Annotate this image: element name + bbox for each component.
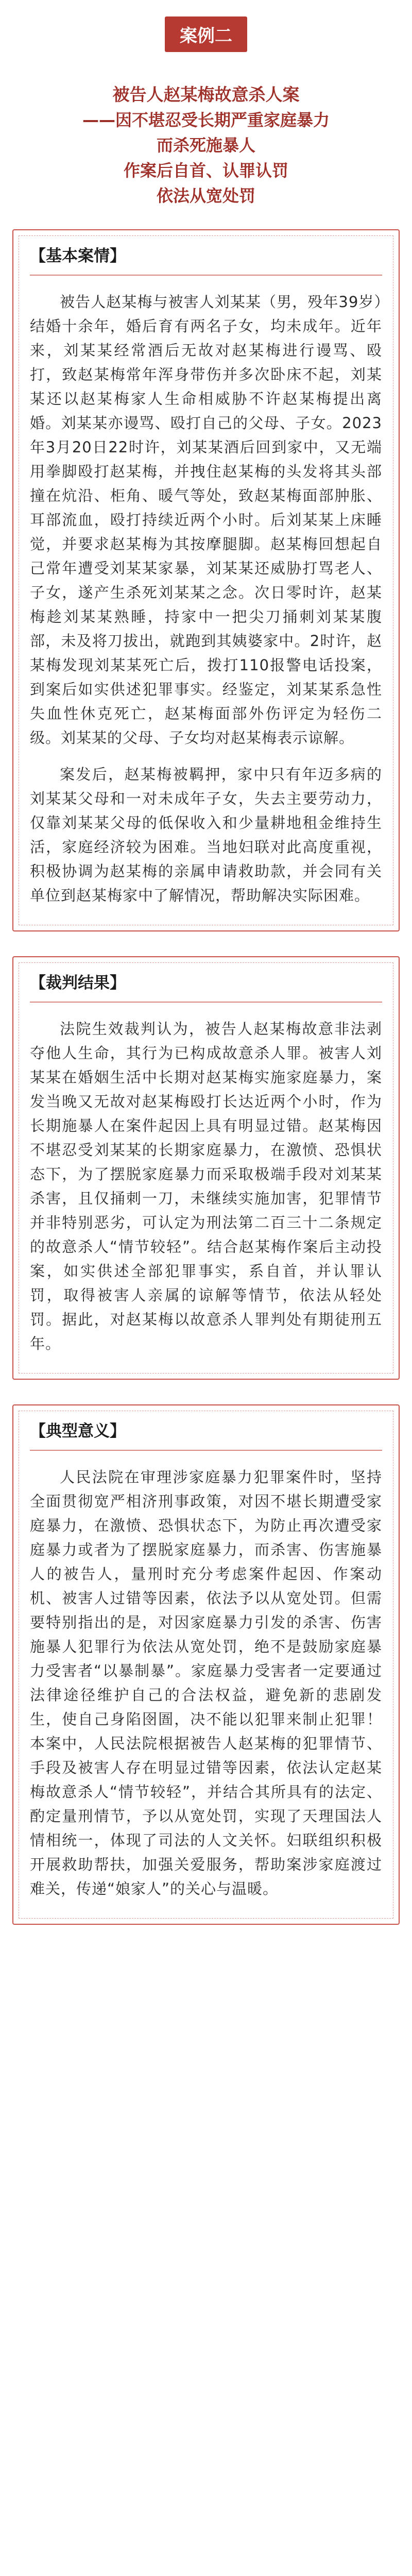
basic-facts-panel (12, 229, 400, 931)
significance-panel (12, 1404, 400, 1925)
section-paragraph: 案发后，赵某梅被羁押，家中只有年迈多病的刘某某父母和一对未成年子女，失去主要劳动力，仅靠刘某某父母的低保收入和少量耕地租金维持生活，家庭经济较为困难。当地妇联对此高度重视，积极协调为赵某梅的亲属申请救助款，并会同有关单位到赵某梅家中了解情况，帮助解决实际困难。 (30, 766, 382, 904)
section-heading: 【基本案情】 (30, 245, 382, 276)
case-subtitle-line: 作案后自首、认罪认罚 (123, 161, 288, 180)
section-paragraph: 法院生效裁判认为，被告人赵某梅故意非法剥夺他人生命，其行为已构成故意杀人罪。被害人刘某某在婚姻生活中长期对赵某梅实施家庭暴力，案发当晚又无故对赵某梅殴打长达近两个小时，作为长期施暴人在案件起因上具有明显过错。赵某梅因不堪忍受刘某某的长期家庭暴力，在激愤、恐惧状态下，为了摆脱家庭暴力而采取极端手段对刘某某杀害，且仅捅刺一刀，未继续实施加害，犯罪情节并非特别恶劣，可认定为刑法第二百三十二条规定的故意杀人“情节较轻”。结合赵某梅作案后主动投案，如实供述全部犯罪事实，系自首，并认罪认罚，取得被害人亲属的谅解等情节，依法从轻处罚。据此，对赵某梅以故意杀人罪判处有期徒刑五年。 (30, 1020, 382, 1352)
case-title-block (0, 82, 412, 209)
case-subtitle-line: 依法从宽处罚 (156, 186, 255, 206)
section-paragraph: 被告人赵某梅与被害人刘某某（男，殁年39岁）结婚十余年，婚后育有两名子女，均未成年。近年来，刘某某经常酒后无故对赵某梅进行谩骂、殴打，致赵某梅常年浑身带伤并多次卧床不起，刘某某还以赵某梅家人生命相威胁不许赵某梅提出离婚。刘某某亦谩骂、殴打自己的父母、子女。2023年3月20日22时许，刘某某酒后回到家中，又无端用拳脚殴打赵某梅，并拽住赵某梅的头发将其头部撞在炕沿、柜角、暖气等处，致赵某梅面部肿胀、耳部流血，殴打持续近两个小时。后刘某某上床睡觉，并要求赵某梅为其按摩腿脚。赵某梅回想起自己常年遭受刘某某家暴，刘某某还威胁打骂老人、子女，遂产生杀死刘某某之念。次日零时许，赵某梅趁刘某某熟睡，持家中一把尖刀捅刺刘某某腹部，未及将刀拔出，就跑到其姨婆家中。2时许，赵某梅发现刘某某死亡后，拨打110报警电话投案，到案后如实供述犯罪事实。经鉴定，刘某某系急性失血性休克死亡，赵某梅面部外伤评定为轻伤二级。刘某某的父母、子女均对赵某梅表示谅解。 (30, 293, 382, 747)
judgment-panel (12, 956, 400, 1380)
case-subtitle-line: ——因不堪忍受长期严重家庭暴力 (82, 110, 330, 130)
case-label-tag: 案例二 (165, 16, 247, 52)
section-heading: 【裁判结果】 (30, 972, 382, 1003)
section-paragraph: 人民法院在审理涉家庭暴力犯罪案件时，坚持全面贯彻宽严相济刑事政策，对因不堪长期遭受家庭暴力，在激愤、恐惧状态下，为防止再次遭受家庭暴力或者为了摆脱家庭暴力，而杀害、伤害施暴人的被告人，量刑时充分考虑案件起因、作案动机、被害人过错等因素，依法予以从宽处罚。但需要特别指出的是，对因家庭暴力引发的杀害、伤害施暴人犯罪行为依法从宽处罚，绝不是鼓励家庭暴力受害者“以暴制暴”。家庭暴力受害者一定要通过法律途径维护自己的合法权益，避免新的悲剧发生，使自己身陷囹圄，决不能以犯罪来制止犯罪！本案中，人民法院根据被告人赵某梅的犯罪情节、手段及被害人存在明显过错等因素，依法认定赵某梅故意杀人“情节较轻”，并结合其所具有的法定、酌定量刑情节，予以从宽处罚，实现了天理国法人情相统一，体现了司法的人文关怀。妇联组织积极开展救助帮扶，加强关爱服务，帮助案涉家庭渡过难关，传递“娘家人”的关心与温暖。 (30, 1468, 382, 1897)
case-title: 被告人赵某梅故意杀人案 (112, 84, 300, 105)
section-heading: 【典型意义】 (30, 1420, 382, 1451)
case-subtitle-line: 而杀死施暴人 (156, 135, 255, 155)
